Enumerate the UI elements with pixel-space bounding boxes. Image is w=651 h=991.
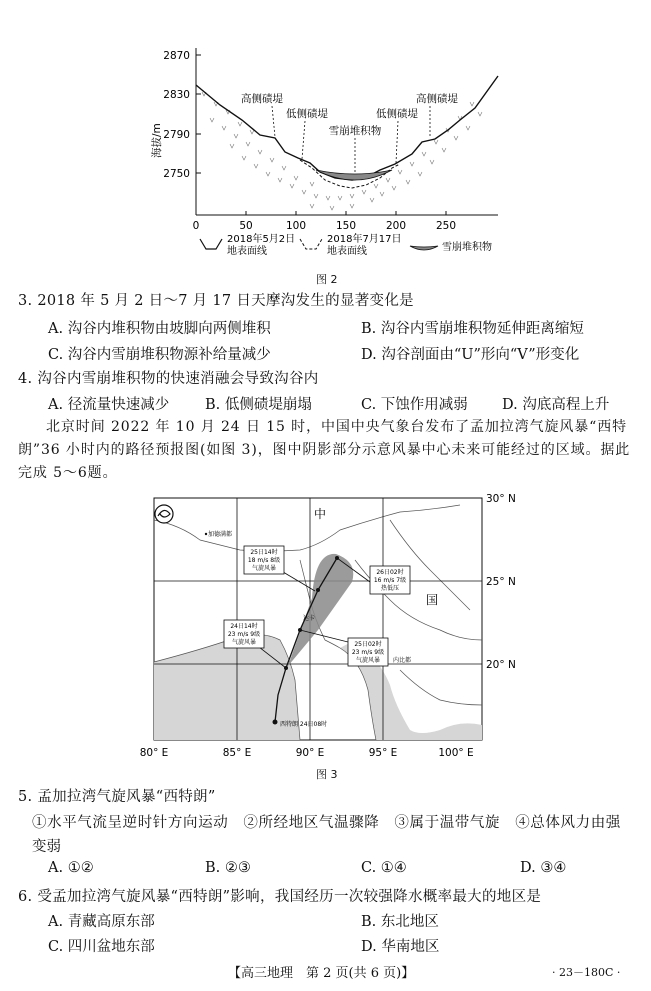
xtick-100: 100 xyxy=(285,220,307,232)
q3-option-d: D. 沟谷剖面由“U”形向“V”形变化 xyxy=(361,347,580,363)
label-high-moraine-right: 高侧碛堤 xyxy=(416,93,458,105)
legend-may-line2: 地表面线 xyxy=(227,246,267,257)
xtick-50: 50 xyxy=(239,220,253,232)
label-low-moraine-right: 低侧碛堤 xyxy=(376,108,418,120)
box3-line3: 气旋风暴 xyxy=(231,639,257,646)
figure-3 xyxy=(140,490,645,765)
lon-95e: 95° E xyxy=(368,747,398,759)
label-deposit: 雪崩堆积物 xyxy=(328,125,382,137)
label-low-moraine-left: 低侧碛堤 xyxy=(286,108,328,120)
q5-option-b: B. ②③ xyxy=(205,860,251,876)
xtick-0: 0 xyxy=(192,220,200,232)
xtick-150: 150 xyxy=(335,220,357,232)
legend-july-line2: 地表面线 xyxy=(327,246,367,257)
footer-code: · 23－180C · xyxy=(552,966,621,979)
y-axis-label: 海拔/m xyxy=(151,123,163,158)
box4-line1: 25日02时 xyxy=(354,641,382,648)
question-6-stem: 6. 受孟加拉湾气旋风暴“西特朗”影响，我国经历一次较强降水概率最大的地区是 xyxy=(18,889,542,905)
box2-line1: 26日02时 xyxy=(376,569,404,576)
q6-option-c: C. 四川盆地东部 xyxy=(48,939,155,955)
q6-option-d: D. 华南地区 xyxy=(361,939,440,955)
q3-option-a: A. 沟谷内堆积物由坡脚向两侧堆积 xyxy=(48,321,271,337)
q3-option-b: B. 沟谷内雪崩堆积物延伸距离缩短 xyxy=(361,321,584,337)
intro-paragraph: 北京时间 2022 年 10 月 24 日 15 时，中国中央气象台发布了孟加拉湾气旋风暴“西特朗”36 小时内的路径预报图(如图 3)，图中阴影部分示意风暴中心未来可能经过的区域。据此完成 5～6题。 xyxy=(18,419,631,481)
footer-page-info: 【高三地理 第 2 页(共 6 页)】 xyxy=(228,966,415,981)
lat-30n: 30° N xyxy=(486,493,516,505)
box1-line3: 气旋风暴 xyxy=(251,565,277,572)
legend-may-line1: 2018年5月2日 xyxy=(227,234,296,245)
map-label-start: 西特朗 24日08时 xyxy=(280,721,328,728)
q5-option-c: C. ①④ xyxy=(361,860,407,876)
ytick-2870: 2870 xyxy=(163,50,190,62)
box4-line2: 23 m/s 9级 xyxy=(351,649,385,656)
figure-2 xyxy=(130,40,520,275)
legend-deposit: 雪崩堆积物 xyxy=(442,242,492,253)
box4-line3: 气旋风暴 xyxy=(355,657,381,664)
legend-july-line1: 2018年7月17日 xyxy=(327,234,402,245)
question-4-stem: 4. 沟谷内雪崩堆积物的快速消融会导致沟谷内 xyxy=(18,371,319,387)
question-3-stem: 3. 2018 年 5 月 2 日～7 月 17 日天摩沟发生的显著变化是 xyxy=(18,293,414,309)
box3-line2: 23 m/s 9级 xyxy=(227,631,261,638)
q5-option-d: D. ③④ xyxy=(520,860,567,876)
q4-option-b: B. 低侧碛堤崩塌 xyxy=(205,397,312,413)
map-label-china: 中 xyxy=(314,507,327,521)
q5-statements-line1: ①水平气流呈逆时针方向运动 ②所经地区气温骤降 ③属于温带气旋 ④总体风力由强 xyxy=(32,815,621,831)
map-label-guo: 国 xyxy=(426,593,439,607)
figure-2-caption: 图 2 xyxy=(316,273,338,286)
lon-80e: 80° E xyxy=(140,747,169,759)
q6-option-a: A. 青藏高原东部 xyxy=(48,914,155,930)
q5-option-a: A. ①② xyxy=(48,860,94,876)
figure-3-caption: 图 3 xyxy=(316,768,338,781)
lon-85e: 85° E xyxy=(222,747,252,759)
lat-20n: 20° N xyxy=(486,659,516,671)
xtick-200: 200 xyxy=(385,220,407,232)
ytick-2790: 2790 xyxy=(163,129,190,141)
box2-line2: 16 m/s 7级 xyxy=(373,577,407,584)
q5-statements-line2: 变弱 xyxy=(32,839,61,855)
map-label-dhaka: 达卡 xyxy=(303,615,316,622)
q3-option-c: C. 沟谷内雪崩堆积物源补给量减少 xyxy=(48,347,271,363)
box1-line2: 18 m/s 8级 xyxy=(247,557,281,564)
cma-logo xyxy=(155,505,173,523)
map-label-naypyidaw: 内比都 xyxy=(393,657,412,664)
ytick-2830: 2830 xyxy=(163,89,190,101)
lon-90e: 90° E xyxy=(295,747,325,759)
map-label-kathmandu: 加德满都 xyxy=(208,531,233,538)
track-point-start xyxy=(273,720,278,725)
q6-option-b: B. 东北地区 xyxy=(361,914,439,930)
box1-line1: 25日14时 xyxy=(250,549,278,556)
legend xyxy=(200,232,492,257)
cyclone-track-map xyxy=(140,490,645,765)
lat-25n: 25° N xyxy=(486,576,516,588)
question-5-stem: 5. 孟加拉湾气旋风暴“西特朗” xyxy=(18,789,216,805)
q4-option-a: A. 径流量快速减少 xyxy=(48,397,170,413)
valley-profile-chart xyxy=(130,40,520,275)
avalanche-deposit xyxy=(316,170,392,180)
box2-line3: 热低压 xyxy=(380,585,400,592)
label-high-moraine-left: 高侧碛堤 xyxy=(241,93,283,105)
q4-option-c: C. 下蚀作用减弱 xyxy=(361,397,468,413)
ytick-2750: 2750 xyxy=(163,168,190,180)
q4-option-d: D. 沟底高程上升 xyxy=(502,397,610,413)
ground-hatch xyxy=(202,92,482,210)
lon-100e: 100° E xyxy=(438,747,474,759)
xtick-250: 250 xyxy=(435,220,457,232)
box3-line1: 24日14时 xyxy=(230,623,258,630)
